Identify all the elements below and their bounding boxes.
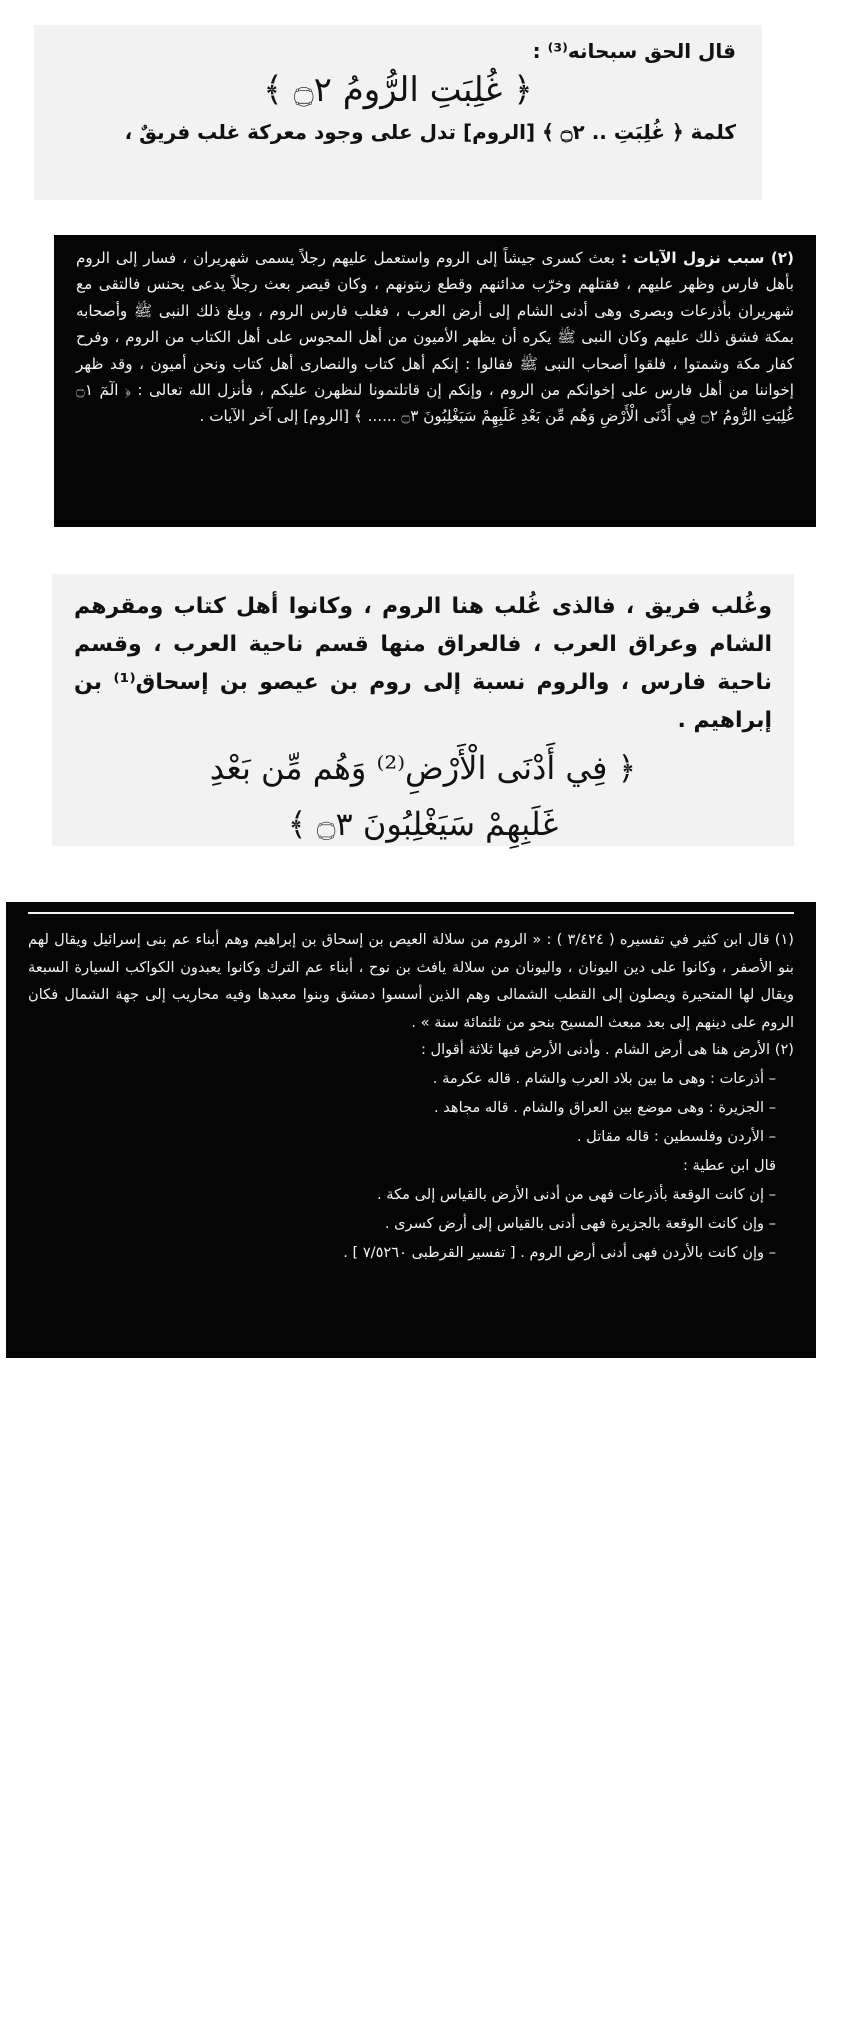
- list-item: – إن كانت الوقعة بأذرعات فهى من أدنى الأرض بالقياس إلى مكة .: [377, 1185, 776, 1203]
- ibn-atiyya-heading: قال ابن عطية :: [683, 1156, 776, 1174]
- opinions-list: [28, 1064, 794, 1151]
- quran-verse-line-1: ﴿ فِي أَدْنَى الْأَرْضِ⁽²⁾ وَهُم مِّن بَعْدِ: [209, 749, 637, 787]
- intro-line: قال الحق سبحانه⁽³⁾ :: [532, 39, 736, 63]
- list-item: – وإن كانت الوقعة بالجزيرة فهى أدنى بالقياس إلى أرض كسرى .: [384, 1214, 776, 1232]
- quran-verse: ﴿ غُلِبَتِ الرُّومُ ۝٢ ﴾: [263, 70, 533, 110]
- commentary-paragraph: وغُلب فريق ، فالذى غُلب هنا الروم ، وكانوا أهل كتاب ومقرهم الشام وعراق العرب ، فالعراق منها قسم ناحية العرب ، وقسم ناحية فارس ، والروم نسبة إلى روم بن عيصو بن إسحاق⁽¹⁾ بن إبراهيم .: [74, 594, 773, 733]
- footnote-2: (٢) الأرض هنا هى أرض الشام . وأدنى الأرض فيها ثلاثة أقوال :: [420, 1041, 794, 1058]
- footnote-divider: [28, 912, 794, 914]
- footnote-body: بعث كسرى جيشاً إلى الروم واستعمل عليهم رجلاً يسمى شهريران ، فسار إلى الروم بأهل فارس وظهر عليهم ، فقتلهم وخرّب مدائنهم وقطع زيتونهم ، وكان قيصر بعث رجلاً يدعى يحنس فالتقى مع شهريران بأذرعات وبصرى وهى أدنى الشام إلى أرض العرب ، فغلب فارس الروم ، وبلغ ذلك النبى ﷺ وأصحابه بمكة فشق ذلك عليهم وكان النبى ﷺ يكره أن يظهر الأميون من أهل المجوس على أهل الكتاب من الروم ، وفرح كفار مكة وشمتوا ، فلقوا أصحاب النبى ﷺ فقالوا : إنكم أهل كتاب والنصارى أهل كتاب ونحن أميون ، وقد ظهر إخواننا من أهل فارس على إخوانكم من الروم ، وإنكم إن قاتلتمونا لنظهرن عليكم ، فأنزل الله تعالى : ﴿ الٓمٓ ۝١ غُلِبَتِ الرُّومُ ۝٢ فِي أَدْنَى الْأَرْضِ وَهُم مِّن بَعْدِ غَلَبِهِمْ سَيَغْلِبُونَ ۝٣ ...... ﴾ [الروم] إلى آخر الآيات .: [76, 249, 794, 426]
- ibn-atiyya-list: [28, 1180, 794, 1267]
- footnote-text: [76, 245, 794, 430]
- footnote-heading: (٢) سبب نزول الآيات :: [620, 249, 794, 267]
- list-item: – الجزيرة : وهى موضع بين العراق والشام . قاله مجاهد .: [433, 1098, 776, 1116]
- list-item: – وإن كانت بالأردن فهى أدنى أرض الروم . [ تفسير القرطبى ٧/٥٢٦٠ ] .: [343, 1243, 776, 1261]
- list-item: – الأردن وفلسطين : قاله مقاتل .: [576, 1127, 776, 1145]
- page-excerpt-2: [52, 574, 794, 846]
- quran-verse-line-2: غَلَبِهِمْ سَيَغْلِبُونَ ۝٣ ﴾: [287, 805, 559, 843]
- commentary-line: كلمة ﴿ غُلِبَتِ .. ۝٢ ﴾ [الروم] تدل على وجود معركة غلب فريقٌ ،: [124, 120, 736, 144]
- footnote-block-1: [54, 235, 816, 527]
- footnote-1: (١) قال ابن كثير في تفسيره ( ٣/٤٢٤ ) : « الروم من سلالة العيص بن إسحاق بن إبراهيم وهم أبناء عم بنى إسرائيل ويقال لهم بنو الأصفر ، وكانوا على دين اليونان ، واليونان من سلالة يافث بن نوح ، أبناء عم الترك وكانوا يعبدون الكواكب السيارة السبعة ويقال لها المتحيرة ويصلون إلى القطب الشمالى وهم الذين أسسوا دمشق وبنوا معبدها وفيه محاريب إلى جهة الشمال فكان الروم على دينهم إلى بعد مبعث المسيح بنحو من ثلثمائة سنة » .: [28, 931, 794, 1031]
- page-excerpt-1: [34, 25, 762, 200]
- footnote-block-2: [6, 902, 816, 1358]
- list-item: – أذرعات : وهى ما بين بلاد العرب والشام . قاله عكرمة .: [432, 1069, 776, 1087]
